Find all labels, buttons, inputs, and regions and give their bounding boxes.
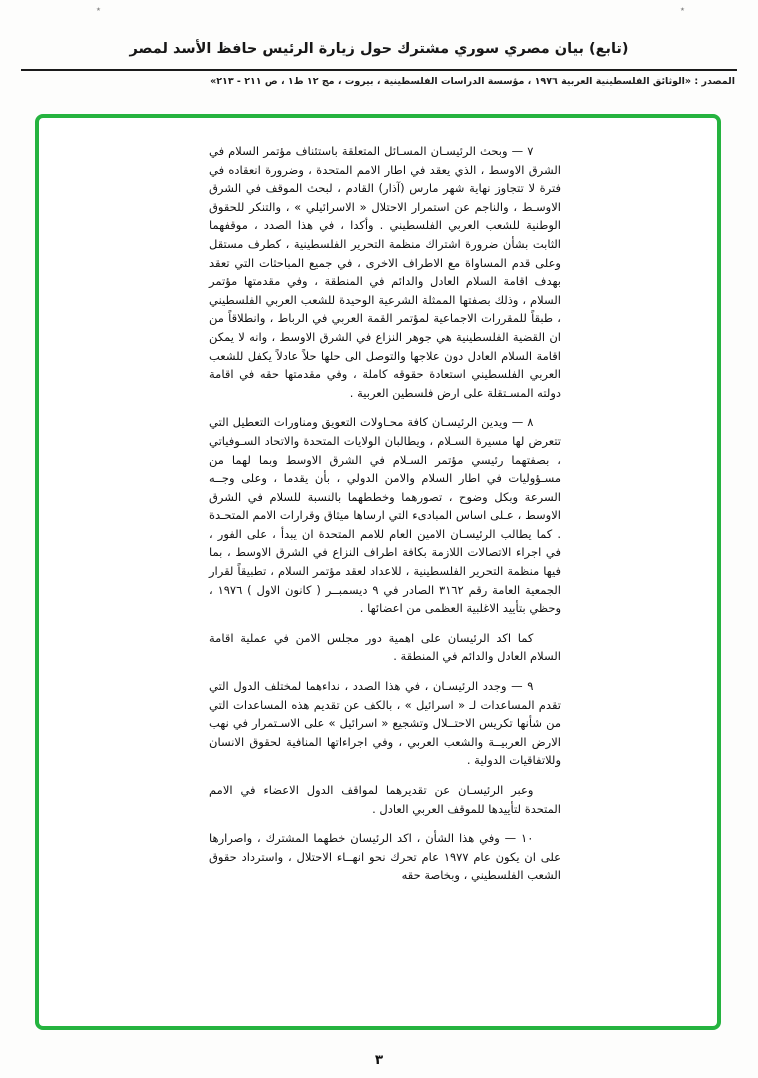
paragraph-8-continued: كما اكد الرئيسان على اهمية دور مجلس الامن في عملية اقامة السلام العادل والدائم في المنطقة . [209, 630, 561, 664]
paragraph-8: ٨ — ويدين الرئيسـان كافة محـاولات التعويق ومناورات التعطيل التي تتعرض لها مسيرة السـلام ، ويطالبان الولايات المتحدة والاتحاد السـوفياتي ، بصفتهما رئيسي مؤتمر السـلام في الشرق الاوسط وبما لهما من مسـؤوليات في اطار السلام والامن الدولي ، بأن يقدما ، وعلى وجــه السرعة وبكل وضوح ، تصورهما وخططهما بالنسبة للسلام في الشرق الاوسط ، عـلى اساس المبادىء التي ارساها ميثاق وقرارات الامم المتحـدة . كما يطالب الرئيسـان الامين العام للامم المتحدة ان يبدأ ، على الفور ، في اجراء الاتصالات اللازمة بكافة اطراف النزاع في الشرق الاوسط ، بما فيها منظمة التحرير الفلسطينية ، للاعداد لعقد مؤتمر السلام ، تطبيقاً لقرار الجمعية العامة رقم ٣١٦٢ الصادر في ٩ ديسمبــر ( كانون الاول ) ١٩٧٦ ، وحظي بتأييد الاغلبية العظمى من اعضائها . [209, 415, 562, 616]
source-citation: المصدر : «الوثائق الفلسطينية العربية ١٩٧٦ ، مؤسسة الدراسات الفلسطينية ، بيروت ، مج ١٢ ط١ ، ص ٢١١ - ٢١٣» [210, 75, 735, 87]
paragraph-9: ٩ — وجدد الرئيسـان ، في هذا الصدد ، نداءهما لمختلف الدول التي تقدم المساعدات لـ « اسرائيل » ، بالكف عن تقديم هذه المساعدات التي من شأنها تكريس الاحتــلال وتشجيع « اسرائيل » على الاسـتمرار في نهب الارض العربيــة والشعب العربي ، وفي اجراءاتها المنافية لحقوق الانسان وللاتفاقيات الدولية . [209, 679, 561, 768]
paragraph-7: ٧ — وبحث الرئيسـان المسـائل المتعلقة باستئناف مؤتمر السلام في الشرق الاوسط ، الذي يعقد في اطار الامم المتحدة ، وضرورة انعقاده في فترة لا تتجاوز نهاية شهر مارس (آذار) القادم ، لبحث الموقف في الشرق الاوسـط ، والناجم عن استمرار الاحتلال « الاسرائيلي » ، والتنكر للحقوق الوطنية للشعب العربي الفلسطيني . وأكدا ، في هذا الصدد ، موقفهما الثابت بشأن ضرورة اشتراك منظمة التحرير الفلسطينية ، كطرف مستقل وعلى قدم المساواة مع الاطراف الاخرى ، في جميع المباحثات التي تعقد بهدف اقامة السلام العادل والدائم في المنطقة ، وفي مقدمتها مؤتمر السلام ، وذلك بصفتها الممثلة الشرعية الوحيدة للشعب العربي الفلسطيني ، طبقاً للمقررات الاجماعية لمؤتمر القمة العربي في الرباط ، وانطلاقاً من ان القضية الفلسطينية هي جوهر النزاع في الشرق الاوسط ، وانه لا يمكن اقامة السلام العادل دون علاجها والتوصل الى حلها حلاً عادلاً يكفل للشعب العربي الفلسطيني استعادة حقوقه كاملة ، وفي مقدمتها حقه في اقامة دولته المسـتقلة على ارض فلسطين العربية . [209, 144, 561, 400]
paragraph-9-continued: وعبر الرئيسـان عن تقديرهما لمواقف الدول الاعضاء في الامم المتحدة لتأييدها للموقف العربي العادل . [209, 783, 561, 816]
scan-mark-left: ٭ [96, 5, 101, 15]
document-header [0, 0, 758, 88]
scan-mark-right: ٭ [680, 5, 685, 15]
document-body-text [209, 142, 561, 896]
paragraph-10: ١٠ — وفي هذا الشأن ، اكد الرئيسان خطهما المشترك ، واصرارها على ان يكون عام ١٩٧٧ عام تحرك نحو انهــاء الاحتلال ، واسترداد حقوق الشعب الفلسطيني ، وبخاصة حقه [209, 831, 561, 883]
content-frame [35, 114, 721, 1030]
page-number: ٣ [374, 1052, 384, 1068]
header-divider [21, 69, 737, 71]
page-title: (تابع) بيان مصري سوري مشترك حول زيارة الرئيس حافظ الأسد لمصر [129, 41, 629, 57]
